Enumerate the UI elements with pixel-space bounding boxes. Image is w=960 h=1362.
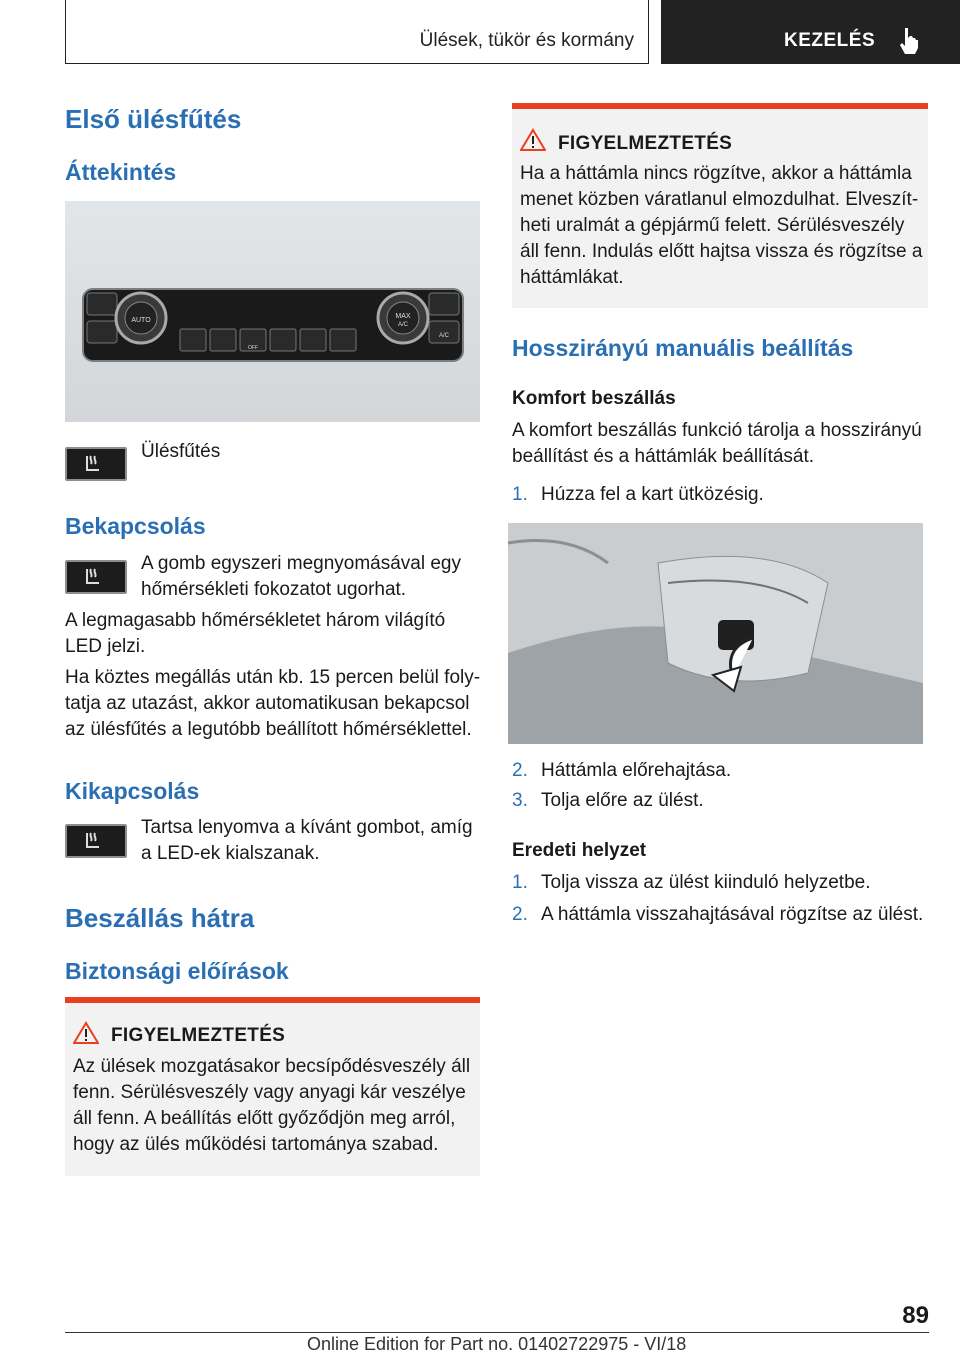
header-chapter-box bbox=[65, 0, 649, 64]
off-label: OFF bbox=[248, 345, 258, 351]
warning-box-left bbox=[65, 997, 480, 1176]
heading-rear-entry: Beszállás hátra bbox=[65, 903, 255, 933]
switch-on-paragraph-1: A legmagasabb hőmérsékletet három világító LED jelzi. bbox=[65, 610, 446, 657]
hand-pointer-icon bbox=[897, 26, 923, 54]
switch-on-text: A gomb egyszeri megnyomásával egy hőmérsékleti fokozatot ugorhat. bbox=[141, 553, 461, 600]
footer-divider bbox=[65, 1332, 929, 1333]
chapter-title: Ülések, tükör és kormány bbox=[419, 30, 634, 51]
max-label: MAX bbox=[395, 313, 411, 320]
list-item: 1. Húzza fel a kart ütközésig. bbox=[512, 484, 764, 505]
heading-switch-on: Bekapcsolás bbox=[65, 513, 206, 539]
seat-lever-illustration bbox=[508, 523, 923, 744]
comfort-entry-text: A komfort beszállás funkció tárolja a hosszirányú beállítást és a háttámlák beállítását. bbox=[512, 420, 922, 467]
section-label: KEZELÉS bbox=[784, 30, 876, 51]
warning-title: FIGYELMEZTETÉS bbox=[111, 1025, 286, 1046]
heading-manual-adjust: Hosszirányú manuális beállítás bbox=[512, 335, 854, 361]
list-item: 2. A háttámla visszahajtásával rögzítse az ülést. bbox=[512, 904, 924, 925]
warning-triangle-icon bbox=[520, 128, 546, 152]
auto-label: AUTO bbox=[131, 317, 151, 324]
seat-heating-icon bbox=[65, 824, 127, 858]
seat-heating-caption: Ülésfűtés bbox=[141, 441, 221, 462]
warning-bar bbox=[65, 997, 480, 1003]
warning-box-right bbox=[512, 103, 928, 308]
warning-triangle-icon bbox=[73, 1021, 99, 1045]
seat-heating-icon bbox=[65, 447, 127, 481]
subheading-comfort-entry: Komfort beszállás bbox=[512, 388, 676, 409]
subheading-original-position: Eredeti helyzet bbox=[512, 840, 647, 861]
ac-button-label: A/C bbox=[438, 333, 450, 339]
list-item: 2. Háttámla előrehajtása. bbox=[512, 760, 732, 781]
heading-safety: Biztonsági előírások bbox=[65, 958, 289, 984]
seat-heating-icon bbox=[65, 560, 127, 594]
switch-on-paragraph-2: Ha köztes megállás után kb. 15 percen belül folytatja az utazást, akkor automatikusan bekapcsol az ülésfűtés a legutóbb beállított hőmérséklettel. bbox=[65, 667, 481, 740]
list-item: 1. Tolja vissza az ülést kiinduló helyzetbe. bbox=[512, 872, 871, 893]
switch-off-text: Tartsa lenyomva a kívánt gombot, amíg a LED-ek kialszanak. bbox=[141, 817, 473, 864]
footer-edition: Online Edition for Part no. 01402722975 - VI/18 bbox=[307, 1334, 687, 1354]
climate-panel-illustration bbox=[65, 201, 480, 422]
warning-text: Ha a háttámla nincs rögzítve, akkor a háttámla menet közben váratlanul elmozdulhat. Elveszítheti uralmát a gépjármű felett. Sérülésveszély áll fenn. Indulás előtt hajtsa vissza és rögzítse a háttámlákat. bbox=[520, 163, 923, 288]
climate-panel-image bbox=[65, 201, 480, 422]
header-section-tab[interactable] bbox=[661, 0, 960, 64]
warning-text: Az ülések mozgatásakor becsípődésveszély áll fenn. Sérülésveszély vagy anyagi kár veszélye áll fenn. A beállítás előtt győződjön meg arról, hogy az ülés működési tartománya szabad. bbox=[73, 1056, 471, 1155]
heading-switch-off: Kikapcsolás bbox=[65, 778, 200, 804]
page-number: 89 bbox=[902, 1302, 929, 1329]
heading-front-seat-heating: Első ülésfűtés bbox=[65, 104, 242, 134]
warning-title: FIGYELMEZTETÉS bbox=[558, 133, 733, 154]
ac-label: A/C bbox=[397, 322, 409, 328]
list-item: 3. Tolja előre az ülést. bbox=[512, 790, 704, 811]
heading-overview: Áttekintés bbox=[65, 159, 177, 185]
seat-lever-image bbox=[508, 523, 923, 744]
warning-bar bbox=[512, 103, 928, 109]
